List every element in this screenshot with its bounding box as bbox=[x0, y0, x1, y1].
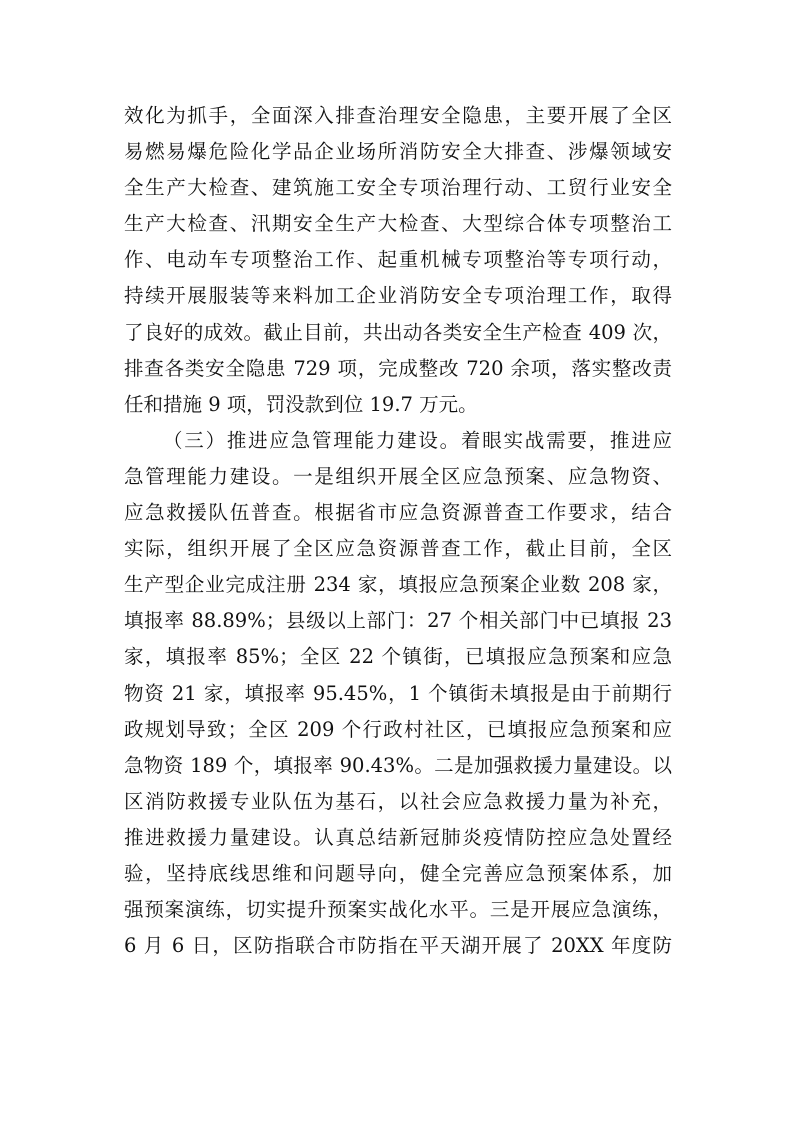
text-line: 应急救援队伍普查。根据省市应急资源普查工作要求，结合 bbox=[124, 501, 672, 525]
text-line: 6 月 6 日，区防指联合市防指在平天湖开展了 20XX 年度防 bbox=[124, 934, 672, 958]
text-line: 验，坚持底线思维和问题导向，健全完善应急预案体系，加 bbox=[124, 861, 672, 885]
text-line: 排查各类安全隐患 729 项，完成整改 720 余项，落实整改责 bbox=[124, 356, 672, 380]
text-line: 家，填报率 85%；全区 22 个镇街，已填报应急预案和应急 bbox=[124, 645, 672, 669]
text-line: 急管理能力建设。一是组织开展全区应急预案、应急物资、 bbox=[124, 464, 672, 488]
text-line: 生产大检查、汛期安全生产大检查、大型综合体专项整治工 bbox=[124, 212, 672, 236]
text-line: 易燃易爆危险化学品企业场所消防安全大排查、涉爆领域安 bbox=[124, 140, 672, 164]
text-line: 物资 21 家，填报率 95.45%，1 个镇街未填报是由于前期行 bbox=[124, 681, 672, 705]
text-line: 实际，组织开展了全区应急资源普查工作，截止目前，全区 bbox=[124, 537, 672, 561]
text-line: 推进救援力量建设。认真总结新冠肺炎疫情防控应急处置经 bbox=[124, 825, 672, 849]
paragraph-end-line: 任和措施 9 项，罚没款到位 19.7 万元。 bbox=[124, 392, 478, 416]
text-line: 填报率 88.89%；县级以上部门：27 个相关部门中已填报 23 bbox=[124, 609, 672, 633]
text-line: 生产型企业完成注册 234 家，填报应急预案企业数 208 家， bbox=[124, 573, 672, 597]
text-line: 区消防救援专业队伍为基石，以社会应急救援力量为补充， bbox=[124, 789, 672, 813]
text-line: 全生产大检查、建筑施工安全专项治理行动、工贸行业安全 bbox=[124, 176, 672, 200]
text-line: 了良好的成效。截止目前，共出动各类安全生产检查 409 次， bbox=[124, 320, 672, 344]
text-line: 效化为抓手，全面深入排查治理安全隐患，主要开展了全区 bbox=[124, 104, 672, 127]
section-heading-line: （三）推进应急管理能力建设。着眼实战需要，推进应 bbox=[163, 428, 672, 452]
text-line: 政规划导致；全区 209 个行政村社区，已填报应急预案和应 bbox=[124, 717, 672, 741]
text-line: 持续开展服装等来料加工企业消防安全专项治理工作，取得 bbox=[124, 284, 672, 308]
text-line: 作、电动车专项整治工作、起重机械专项整治等专项行动， bbox=[124, 248, 672, 272]
text-line: 强预案演练，切实提升预案实战化水平。三是开展应急演练， bbox=[124, 898, 672, 922]
body-text bbox=[124, 98, 672, 964]
text-line: 急物资 189 个，填报率 90.43%。二是加强救援力量建设。以 bbox=[124, 753, 672, 777]
